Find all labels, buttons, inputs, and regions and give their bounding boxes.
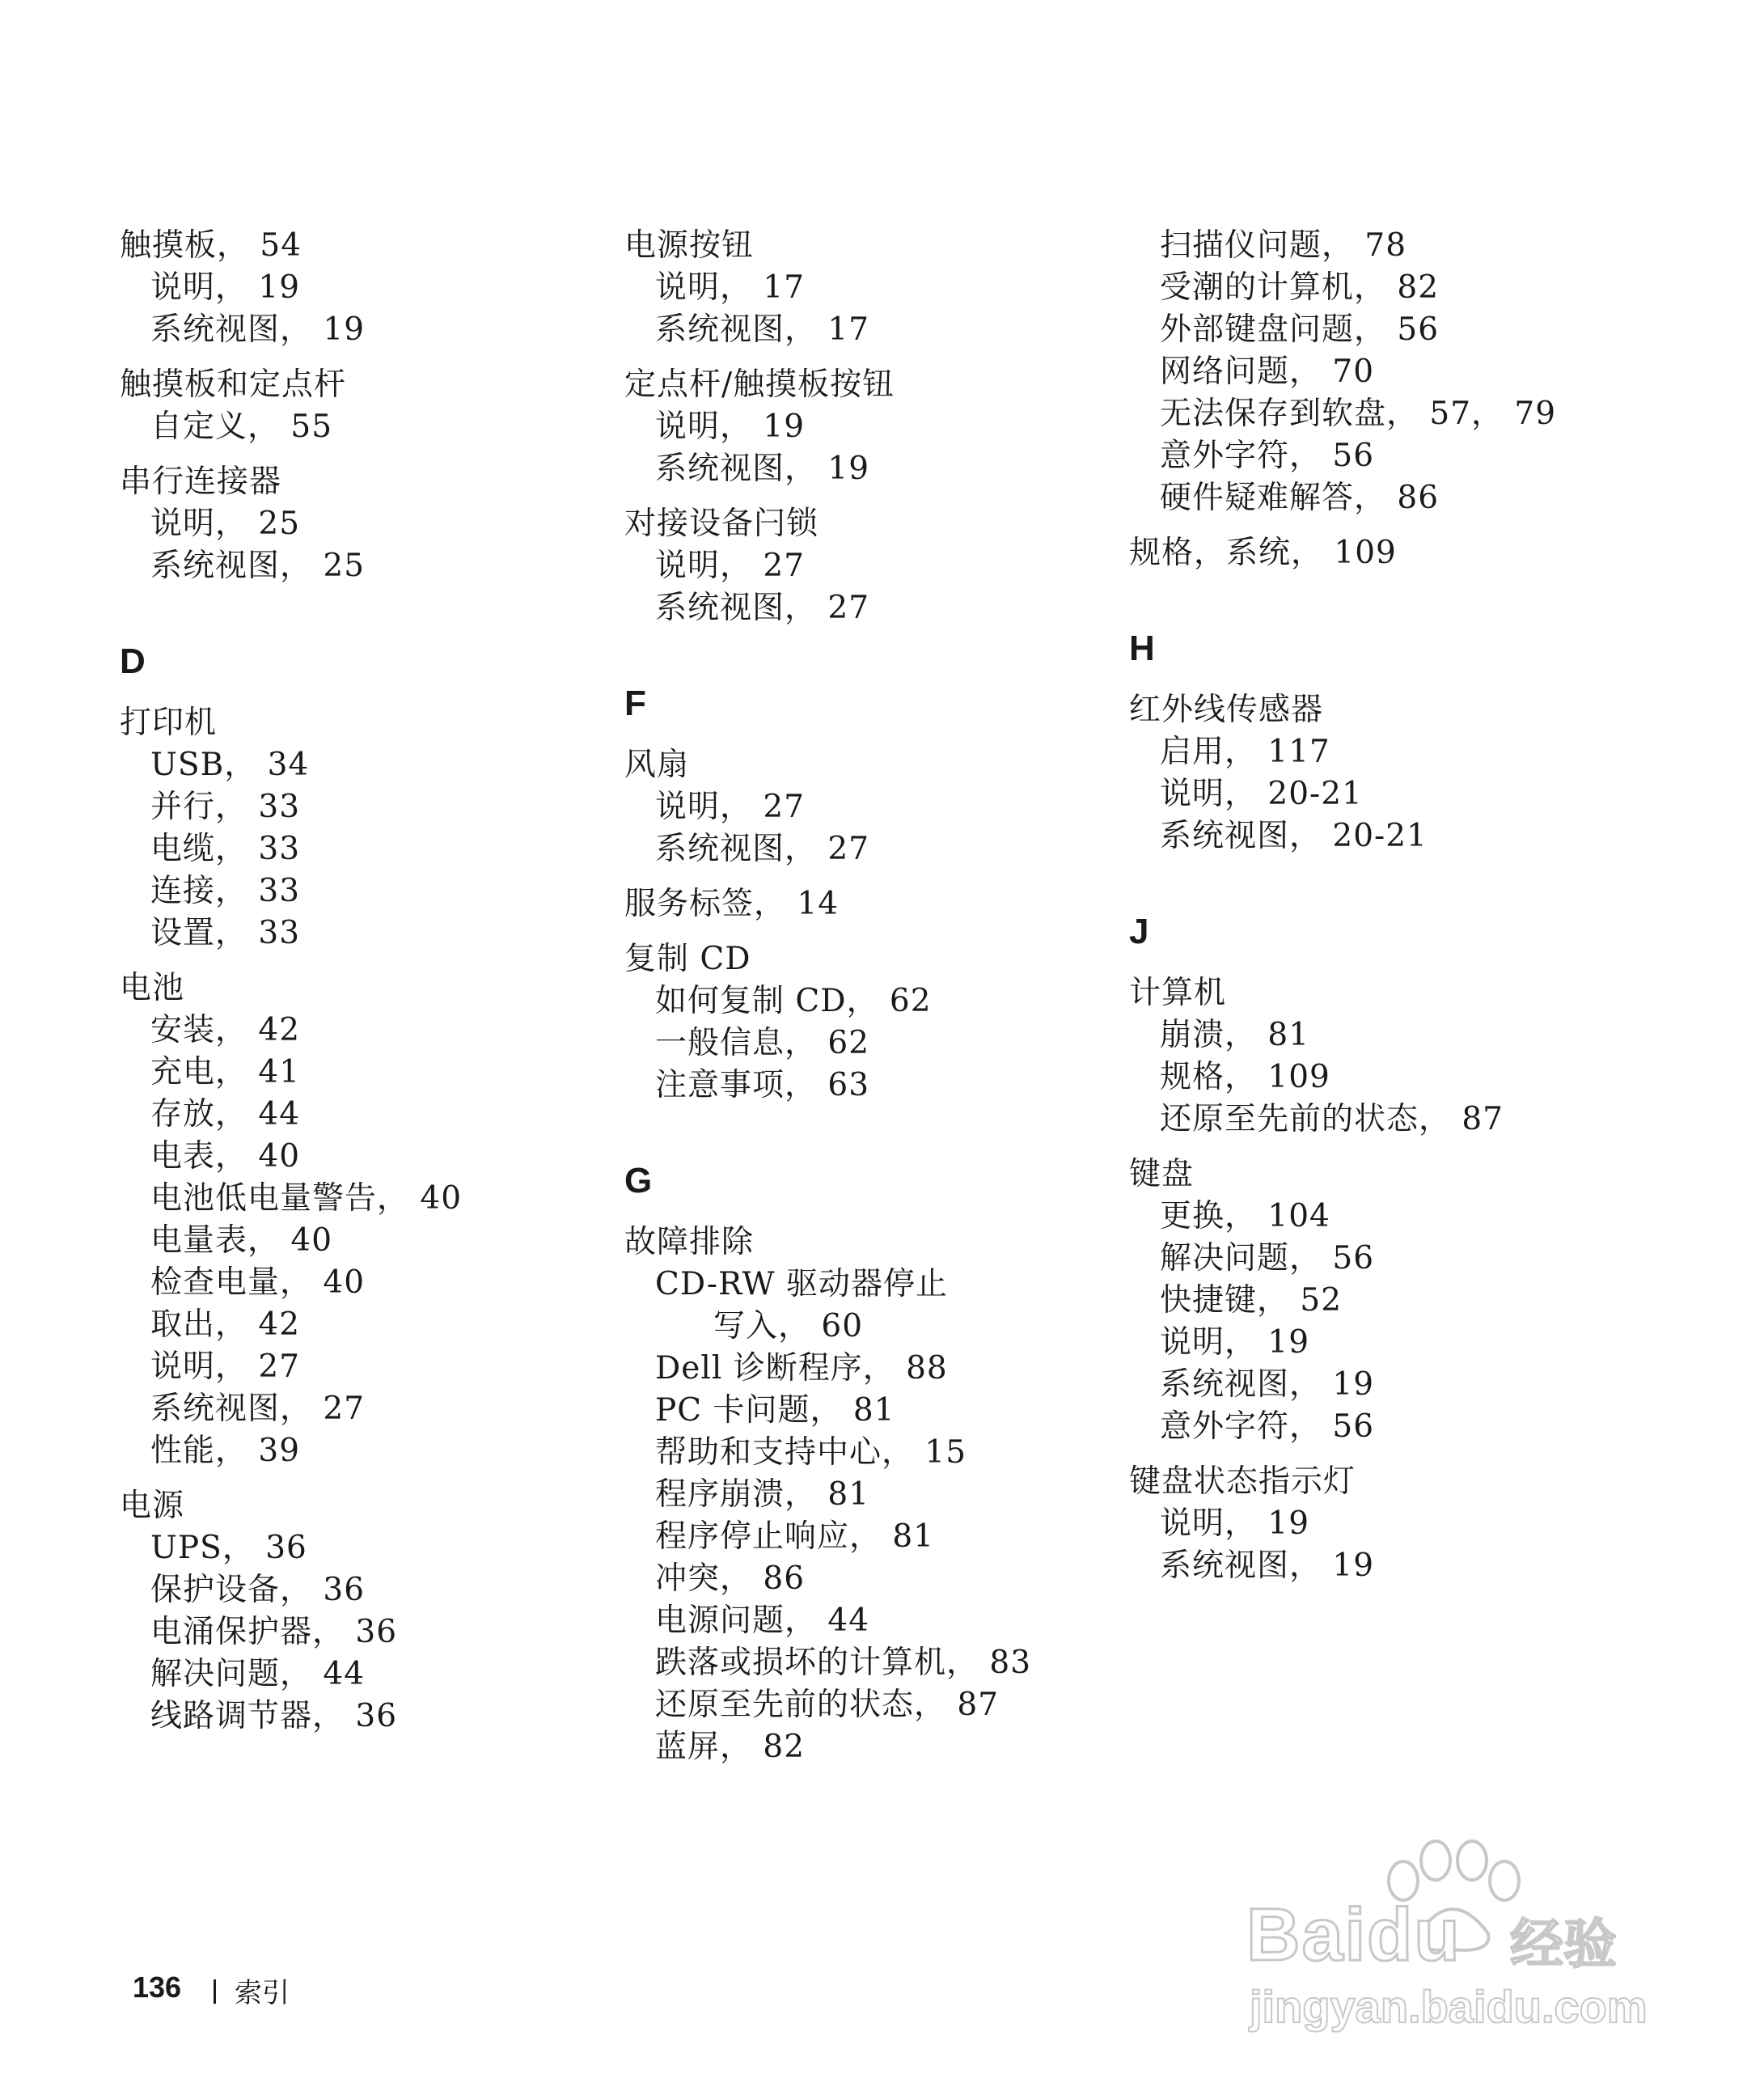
index-subentry: 跌落或损坏的计算机， 83 bbox=[655, 1645, 1032, 1681]
index-subentry: 系统视图， 19 bbox=[655, 451, 870, 487]
baidu-jingyan-watermark bbox=[1242, 1836, 1662, 2047]
index-entry: 电源按钮 bbox=[624, 227, 755, 264]
index-subentry: CD-RW 驱动器停止 bbox=[655, 1266, 949, 1302]
index-subentry: 自定义， 55 bbox=[150, 409, 333, 445]
index-subentry: 保护设备， 36 bbox=[150, 1572, 366, 1608]
index-subentry: 网络问题， 70 bbox=[1160, 354, 1375, 390]
index-entry: 风扇 bbox=[624, 747, 690, 783]
index-entry: 电池 bbox=[120, 970, 185, 1006]
index-entry: 电源 bbox=[120, 1488, 185, 1524]
index-subentry: 系统视图， 27 bbox=[150, 1391, 366, 1427]
index-subentry: 程序停止响应， 81 bbox=[655, 1518, 935, 1555]
watermark-url: jingyan.baidu.com bbox=[1250, 1981, 1648, 2032]
index-subentry: 外部键盘问题， 56 bbox=[1160, 311, 1440, 348]
index-section-letter: H bbox=[1129, 629, 1155, 668]
index-subentry: 电量表， 40 bbox=[150, 1222, 333, 1259]
index-subentry: 说明， 19 bbox=[150, 269, 301, 306]
index-subentry: 说明， 17 bbox=[655, 269, 806, 306]
index-entry: 故障排除 bbox=[624, 1224, 755, 1260]
index-subentry: 充电， 41 bbox=[150, 1054, 301, 1090]
index-subentry: 解决问题， 56 bbox=[1160, 1240, 1375, 1277]
index-entry: 规格，系统， 109 bbox=[1129, 535, 1397, 571]
index-subentry: 启用， 117 bbox=[1160, 734, 1330, 770]
index-subentry: 系统视图， 27 bbox=[655, 590, 870, 626]
index-subentry: 连接， 33 bbox=[150, 873, 301, 909]
index-subentry: USB， 34 bbox=[150, 747, 310, 783]
index-subentry: 电涌保护器， 36 bbox=[150, 1614, 398, 1650]
index-subentry: 冲突， 86 bbox=[655, 1560, 806, 1597]
index-subentry: 硬件疑难解答， 86 bbox=[1160, 480, 1440, 516]
index-subentry: 更换， 104 bbox=[1160, 1198, 1330, 1234]
index-subentry: 注意事项， 63 bbox=[655, 1067, 870, 1103]
jingyan-logo: 经验 bbox=[1510, 1913, 1617, 1975]
index-subentry: 系统视图， 17 bbox=[655, 311, 870, 348]
index-subentry: 蓝屏， 82 bbox=[655, 1729, 806, 1765]
index-subentry: 规格， 109 bbox=[1160, 1059, 1330, 1095]
index-section-letter: G bbox=[624, 1161, 653, 1200]
index-entry: 计算机 bbox=[1129, 975, 1227, 1011]
index-subentry: 崩溃， 81 bbox=[1160, 1017, 1310, 1053]
index-subentry: 说明， 27 bbox=[150, 1348, 301, 1385]
index-entry: 打印机 bbox=[120, 705, 218, 741]
index-subentry: 意外字符， 56 bbox=[1160, 438, 1375, 474]
index-entry: 服务标签， 14 bbox=[624, 886, 840, 922]
index-subentry: 受潮的计算机， 82 bbox=[1160, 269, 1440, 306]
index-subentry: 解决问题， 44 bbox=[150, 1656, 366, 1692]
index-entry: 串行连接器 bbox=[120, 464, 282, 500]
index-subentry: Dell 诊断程序， 88 bbox=[655, 1350, 948, 1387]
index-entry: 红外线传感器 bbox=[1129, 692, 1324, 728]
index-subentry: 帮助和支持中心， 15 bbox=[655, 1434, 967, 1471]
index-subentry: 电池低电量警告， 40 bbox=[150, 1180, 463, 1217]
index-subentry: 如何复制 CD， 62 bbox=[655, 983, 932, 1019]
footer-divider bbox=[214, 1979, 216, 2004]
index-section-letter: D bbox=[120, 641, 146, 681]
index-entry: 键盘状态指示灯 bbox=[1129, 1463, 1356, 1500]
index-subentry: 系统视图， 19 bbox=[1160, 1366, 1375, 1403]
index-section-letter: J bbox=[1129, 912, 1149, 951]
index-subentry: 程序崩溃， 81 bbox=[655, 1476, 870, 1513]
index-subentry: 取出， 42 bbox=[150, 1306, 301, 1343]
index-subentry: 系统视图， 20-21 bbox=[1160, 818, 1428, 854]
index-entry: 定点杆/触摸板按钮 bbox=[624, 366, 895, 403]
index-subentry: 存放， 44 bbox=[150, 1096, 301, 1133]
index-section-letter: F bbox=[624, 684, 646, 723]
baidu-logo: Baidu bbox=[1246, 1894, 1461, 1976]
index-subentry: 还原至先前的状态， 87 bbox=[1160, 1101, 1504, 1137]
index-subentry: 系统视图， 19 bbox=[1160, 1547, 1375, 1584]
index-subentry: 说明， 19 bbox=[1160, 1505, 1310, 1542]
index-subentry: 扫描仪问题， 78 bbox=[1160, 227, 1407, 264]
index-entry: 键盘 bbox=[1129, 1156, 1195, 1192]
index-subentry: 意外字符， 56 bbox=[1160, 1408, 1375, 1445]
index-entry: 对接设备闩锁 bbox=[624, 506, 819, 542]
index-subentry: 说明， 20-21 bbox=[1160, 776, 1363, 812]
index-subentry: UPS， 36 bbox=[150, 1530, 307, 1566]
index-subentry: 快捷键， 52 bbox=[1160, 1282, 1343, 1319]
page-number: 136 bbox=[133, 1971, 182, 2004]
index-subentry: 一般信息， 62 bbox=[655, 1025, 870, 1061]
index-subentry: 安装， 42 bbox=[150, 1012, 301, 1048]
index-subentry: 性能， 39 bbox=[150, 1433, 301, 1469]
index-subentry: 系统视图， 25 bbox=[150, 548, 366, 584]
index-subentry: 无法保存到软盘， 57， 79 bbox=[1160, 396, 1557, 432]
index-subentry: 说明， 27 bbox=[655, 548, 806, 584]
index-subentry: 还原至先前的状态， 87 bbox=[655, 1687, 1000, 1723]
index-subentry: 并行， 33 bbox=[150, 789, 301, 825]
index-subentry: 写入， 60 bbox=[713, 1308, 864, 1344]
index-subentry: 电缆， 33 bbox=[150, 831, 301, 867]
index-entry: 触摸板， 54 bbox=[120, 227, 302, 264]
index-subentry: 检查电量， 40 bbox=[150, 1264, 366, 1301]
index-subentry: 说明， 27 bbox=[655, 789, 806, 825]
index-subentry: PC 卡问题， 81 bbox=[655, 1392, 895, 1429]
index-entry: 复制 CD bbox=[624, 941, 751, 977]
index-subentry: 电表， 40 bbox=[150, 1138, 301, 1175]
footer-section-label: 索引 bbox=[235, 1977, 290, 2009]
index-entry: 触摸板和定点杆 bbox=[120, 366, 347, 403]
index-subentry: 电源问题， 44 bbox=[655, 1603, 870, 1639]
index-subentry: 说明， 19 bbox=[1160, 1324, 1310, 1361]
index-subentry: 系统视图， 19 bbox=[150, 311, 366, 348]
index-subentry: 说明， 25 bbox=[150, 506, 301, 542]
index-subentry: 线路调节器， 36 bbox=[150, 1698, 398, 1734]
index-subentry: 说明， 19 bbox=[655, 409, 806, 445]
index-subentry: 设置， 33 bbox=[150, 915, 301, 951]
index-subentry: 系统视图， 27 bbox=[655, 831, 870, 867]
